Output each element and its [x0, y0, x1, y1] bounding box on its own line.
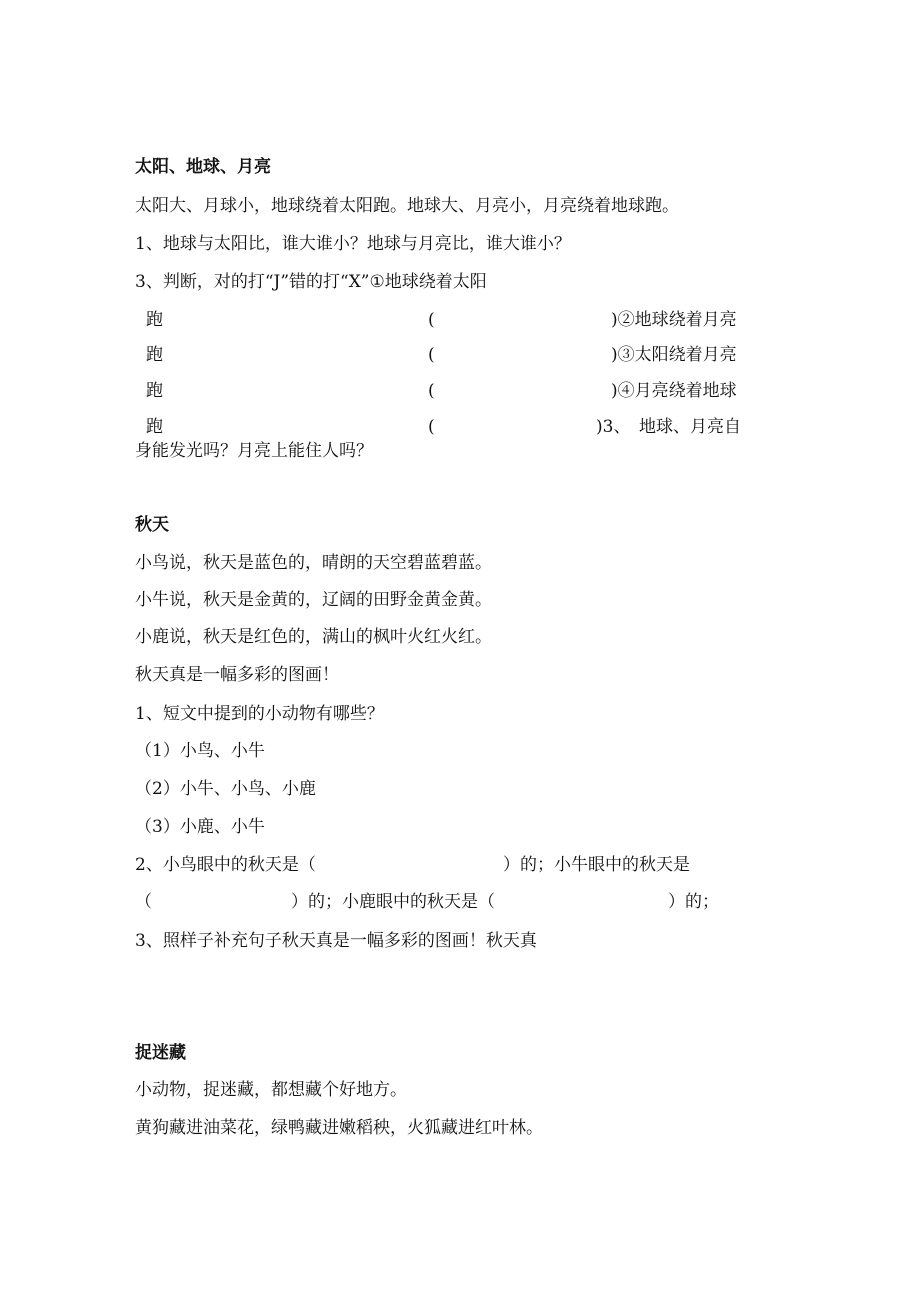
question-3-continued: 身能发光吗？月亮上能住人吗？ — [135, 441, 373, 461]
answer-paren-open[interactable]: ( — [428, 417, 435, 437]
answer-paren-open[interactable]: ( — [428, 310, 435, 330]
question-3-intro: 3、判断，对的打“J”错的打“X”①地球绕着太阳 — [135, 272, 487, 292]
passage-line: 小动物，捉迷藏，都想藏个好地方。 — [135, 1080, 407, 1100]
judge-tail: )②地球绕着月亮 — [611, 310, 737, 330]
passage-line: 秋天真是一幅多彩的图画！ — [135, 665, 339, 685]
answer-paren-open[interactable]: ( — [428, 345, 435, 365]
judge-word: 跑 — [146, 345, 163, 365]
passage-line: 小牛说，秋天是金黄的，辽阔的田野金黄金黄。 — [135, 590, 492, 610]
judge-tail: )④月亮绕着地球 — [611, 381, 737, 401]
passage-line: 小鸟说，秋天是蓝色的，晴朗的天空碧蓝碧蓝。 — [135, 553, 492, 573]
passage-text: 太阳大、月球小，地球绕着太阳跑。地球大、月亮小，月亮绕着地球跑。 — [135, 196, 679, 216]
question-2-text: ）的； — [668, 892, 719, 912]
passage-line: 小鹿说，秋天是红色的，满山的枫叶火红火红。 — [135, 627, 492, 647]
section-title-hide-and-seek: 捉迷藏 — [135, 1043, 186, 1063]
question-3: 3、照样子补充句子秋天真是一幅多彩的图画！秋天真 — [135, 931, 537, 951]
question-2-text: ）的；小牛眼中的秋天是 — [503, 855, 690, 875]
judge-word: 跑 — [146, 381, 163, 401]
question-2-text: ）的；小鹿眼中的秋天是（ — [291, 892, 495, 912]
option-1[interactable]: （1）小鸟、小牛 — [135, 741, 265, 761]
section-title-sun-earth-moon: 太阳、地球、月亮 — [135, 157, 271, 177]
question-1: 1、短文中提到的小动物有哪些？ — [135, 704, 384, 724]
question-1: 1、地球与太阳比，谁大谁小？地球与月亮比，谁大谁小？ — [135, 234, 571, 254]
answer-paren-open[interactable]: ( — [428, 381, 435, 401]
section-title-autumn: 秋天 — [135, 515, 169, 535]
passage-line: 黄狗藏进油菜花，绿鸭藏进嫩稻秧，火狐藏进红叶林。 — [135, 1118, 543, 1138]
judge-tail: )3、 地球、月亮自 — [596, 417, 741, 437]
judge-word: 跑 — [146, 417, 163, 437]
question-2-text: 2、小鸟眼中的秋天是（ — [135, 855, 316, 875]
option-3[interactable]: （3）小鹿、小牛 — [135, 817, 265, 837]
judge-tail: )③太阳绕着月亮 — [611, 345, 737, 365]
question-2-text: （ — [135, 892, 152, 912]
option-2[interactable]: （2）小牛、小鸟、小鹿 — [135, 779, 316, 799]
judge-word: 跑 — [146, 310, 163, 330]
